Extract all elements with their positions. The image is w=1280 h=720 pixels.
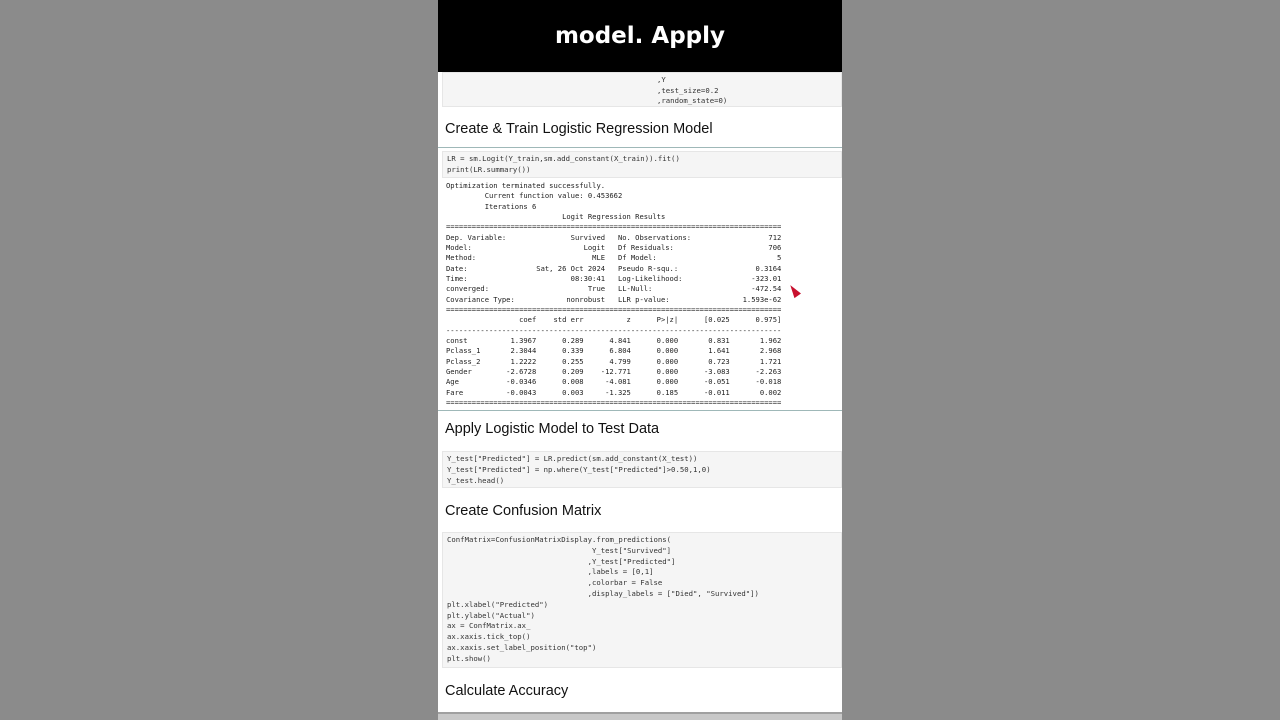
code-line: ,test_size=0.2 [657, 85, 719, 95]
train-code-cell[interactable] [442, 151, 842, 178]
logit-summary-text: Optimization terminated successfully. Current function value: 0.453662 Iterations 6 Logit Regression Results ============================================================================== Dep. Variable: Survived No. Observations: 712 Model: Logit Df Residuals: 706 Method: MLE Df Model: 5 Date: Sat, 26 Oct 2024 Pseudo R-squ.: 0.3164 Time: 08:30:41 Log-Likelihood: -323.01 converged: True LL-Null: -472.54 Covariance Type: nonrobust LLR p-value: 1.593e-62 ============================================================================== coef std err z P>|z| [0.025 0.975] ------------------------------------------------------------------------------ const 1.3967 0.289 4.841 0.000 0.831 1.962 Pclass_1 2.3044 0.339 6.804 0.000 1.641 2.968 Pclass_2 1.2222 0.255 4.799 0.000 0.723 1.721 Gender -2.6728 0.209 -12.771 0.000 -3.083 -2.263 Age -0.0346 0.008 -4.081 0.000 -0.051 -0.018 Fare -0.0043 0.003 -1.325 0.185 -0.011 0.002 ============================================================================== [446, 181, 782, 407]
code-line: ,random_state=0) [657, 96, 728, 105]
heading-apply-model: Apply Logistic Model to Test Data [445, 421, 660, 437]
code-line: ,Y [657, 75, 666, 84]
caption-banner [438, 0, 842, 72]
heading-confusion-matrix: Create Confusion Matrix [445, 503, 602, 519]
confusion-code: ConfMatrix=ConfusionMatrixDisplay.from_predictions( Y_test["Survived"] ,Y_test["Predicted"] ,labels = [0,1] ,colorbar = False ,display_labels = ["Died", "Survived"]) plt.xlabel("Predicted") plt.ylabel("Actual") ax = ConfMatrix.ax_ ax.xaxis.tick_top() ax.xaxis.set_label_position("top") plt.show() [447, 535, 759, 663]
next-cell-edge [438, 712, 842, 720]
notebook-column [438, 0, 842, 720]
cell-divider [438, 147, 842, 148]
cell-divider [438, 410, 842, 411]
apply-code: Y_test["Predicted"] = LR.predict(sm.add_constant(X_test)) Y_test["Predicted"] = np.where(Y_test["Predicted"]>0.50,1,0) Y_test.head() [447, 454, 711, 485]
train-output [442, 181, 842, 408]
train-code: LR = sm.Logit(Y_train,sm.add_constant(X_train)).fit() print(LR.summary()) [447, 154, 680, 174]
confusion-code-cell[interactable] [442, 532, 842, 668]
split-code-cell[interactable] [442, 72, 842, 107]
heading-train-model: Create & Train Logistic Regression Model [445, 121, 713, 137]
apply-code-cell[interactable] [442, 451, 842, 488]
heading-accuracy: Calculate Accuracy [445, 683, 569, 699]
caption-text: model. Apply [554, 23, 726, 49]
